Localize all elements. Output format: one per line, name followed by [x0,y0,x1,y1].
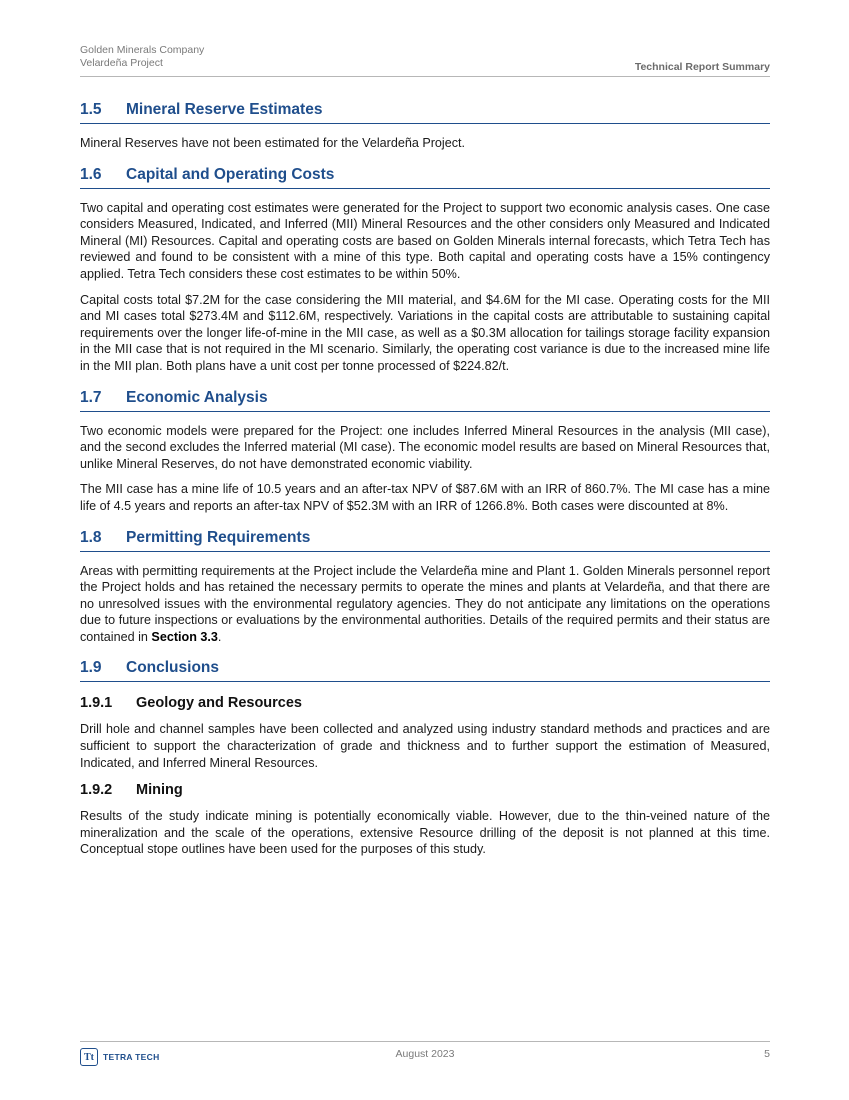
page-footer [80,1041,770,1072]
section-heading [80,388,770,412]
header-company: Golden Minerals Company [80,44,205,56]
section-title: Permitting Requirements [126,528,311,546]
subsection-title: Geology and Resources [136,695,302,712]
paragraph-text: Areas with permitting requirements at the Project include the Velardeña mine and Plant 1. Golden Minerals personnel report the Project holds and has retained the necessary permits to operate the mines and plants at Velardeña, and that there are no unresolved issues with the environmental regulatory agencies. They do not anticipate any limitations on the operations due to future inspections or evaluations by the environmental authorities. Details of the required permits and their status are contained in [80,563,770,644]
section-heading [80,100,770,124]
paragraph: Two economic models were prepared for the Project: one includes Inferred Mineral Resources in the analysis (MII case), and the second excludes the Inferred material (MI case). The economic model results are based on Mineral Resources that, unlike Mineral Reserves, do not have demonstrated economic viability. [80,423,770,471]
section-number: 1.9 [80,659,102,677]
section-cross-reference-link[interactable]: Section 3.3 [151,629,218,644]
section-1-6 [80,165,770,375]
section-title: Economic Analysis [126,388,268,406]
paragraph [80,563,770,646]
section-heading [80,165,770,189]
paragraph: Capital costs total $7.2M for the case considering the MII material, and $4.6M for the MI case. Operating costs for the MII and MI cases total $273.4M and $112.6M, respectively. Variations in the capital costs are attributable to sustaining capital requirements over the longer life-of-mine in the MII case, as well as a $0.3M allocation for tailings storage facility expansion in the MII case that is not required in the MI scenario. Similarly, the operating cost variance is due to the increased mine life in the MII plan. Both plans have a unit cost per tonne processed of $224.82/t. [80,292,770,373]
tetra-tech-logo-icon: Tt [80,1048,98,1066]
header-report-title: Technical Report Summary [634,61,770,73]
section-number: 1.5 [80,101,102,118]
paragraph: Drill hole and channel samples have been collected and analyzed using industry standard methods and practices and are sufficient to support the characterization of grade and thickness and to further support the estimation of Measured, Indicated, and Inferred Mineral Resources. [80,722,770,770]
paragraph-text-end: . [217,629,222,644]
footer-date: August 2023 [395,1048,455,1060]
section-heading [80,658,770,682]
section-1-5 [80,100,770,152]
header-project: Velardeña Project [80,57,163,69]
page-header [80,44,770,77]
subsection-heading [80,780,770,800]
section-title: Conclusions [126,659,220,677]
paragraph: Results of the study indicate mining is potentially economically viable. However, due to the thin-veined nature of the mineralization and the scale of the operations, extensive Resource drilling of the deposit is not planned at this time. Conceptual stope outlines have been used for the purposes of this study. [80,809,770,857]
page-content [80,100,770,867]
section-number: 1.6 [80,165,102,183]
page-number: 5 [764,1048,770,1060]
paragraph: Mineral Reserves have not been estimated for the Velardeña Project. [80,136,466,150]
section-title: Mineral Reserve Estimates [126,101,323,118]
subsection-number: 1.9.1 [80,695,113,712]
paragraph: Two capital and operating cost estimates were generated for the Project to support two economic analysis cases. One case considers Measured, Indicated, and Inferred (MII) Mineral Resources and the other considers only Measured and Indicated Mineral (MI) Resources. Capital and operating costs are based on Golden Minerals internal forecasts, which Tetra Tech has reviewed and found to be consistent with a mine of this type. Both capital and operating costs have a 15% contingency applied. Tetra Tech considers these cost estimates to be within 50%. [80,200,770,281]
paragraph: The MII case has a mine life of 10.5 years and an after-tax NPV of $87.6M with an IRR of 860.7%. The MI case has a mine life of 4.5 years and reports an after-tax NPV of $52.3M with an IRR of 1266.8%. Both cases were discounted at 8%. [80,482,770,513]
logo-text: TETRA TECH [103,1052,160,1062]
section-title: Capital and Operating Costs [126,165,335,183]
section-number: 1.8 [80,528,102,546]
section-1-7 [80,388,770,515]
section-heading [80,528,770,552]
section-number: 1.7 [80,388,102,406]
section-1-9 [80,658,770,858]
subsection-title: Mining [136,782,183,799]
subsection-heading [80,693,770,713]
section-1-8 [80,528,770,646]
subsection-number: 1.9.2 [80,782,113,799]
